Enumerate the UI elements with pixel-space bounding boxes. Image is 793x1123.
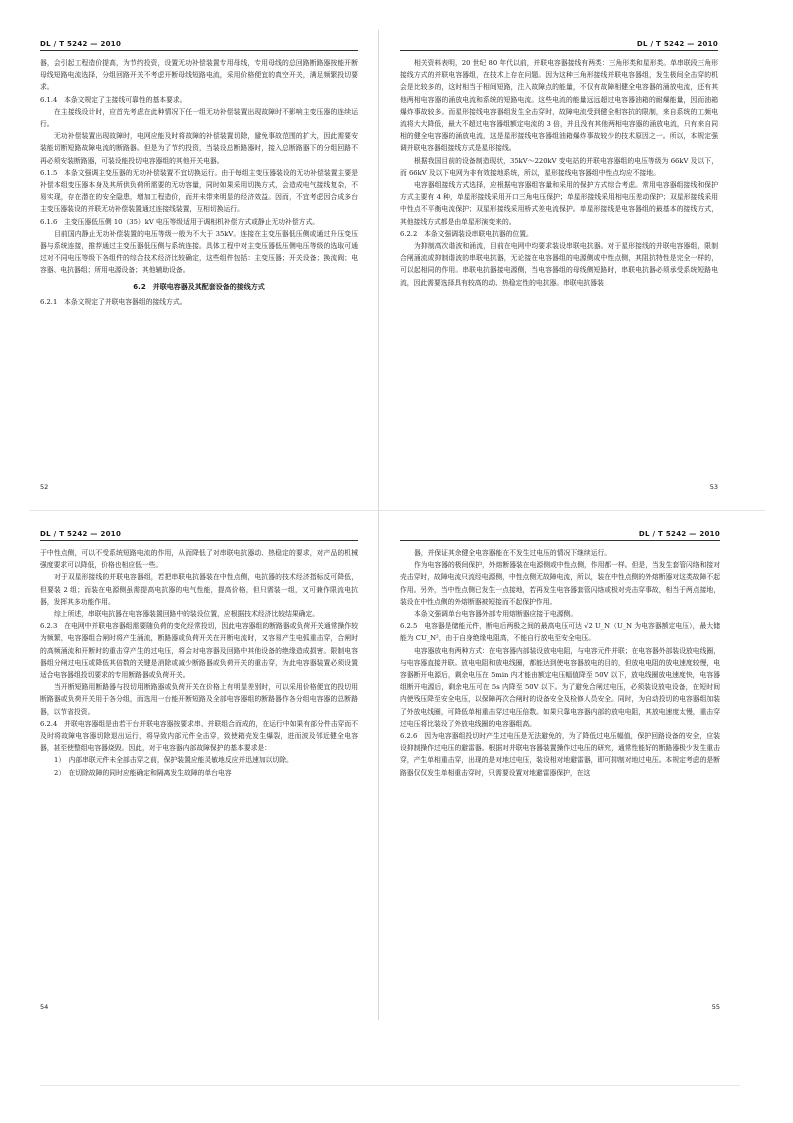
paragraph: 本条文强调单台电容器外部专用熔断器应接于电源侧。 (414, 610, 578, 619)
page-54 (40, 530, 358, 1015)
list-item-continued: 器，并保证其余健全电容器能在不发生过电压的情况下继续运行。 (414, 549, 612, 557)
page-header: DL / T 5242 — 2010 (40, 530, 358, 541)
section-title: 6.2 并联电容器及其配套设备的接线方式 (133, 282, 265, 291)
page-number: 52 (40, 483, 49, 491)
paragraph: 相关资料表明，20 世纪 80 年代以前，并联电容器接线有两类：三角形类和星形类。单串联段三角形接线方式的并联电容器组，在技术上存在问题。因为这种三角形接线并联电容器组，发生极间全击穿的机会是比较多的，这时相当于相间短路，注入故障点的能量，不仅有故障相健全电容器的涌放电流，还有其他两相电容器的涌放电流和系统的短路电流。这些电流的能量远远超过电容器油箱的耐爆能量，因而油箱爆炸事故较多。而星形接线电容器组发生全击穿时，故障电流受到健全相容抗的限制，来自系统的工频电流将大大降低，最大不超过电容器组额定电流的 3 倍，并且没有其他两相电容器的涌放电流，只有来自同相的健全电容器的涌放电流，这是星形接线电容器组油箱爆炸事故较少的技术原因之一。所以，本规定强调并联电容器组接线方式是星形接线。 (400, 59, 718, 153)
clause-paragraph: 6.1.6 主变压器低压侧 10（35）kV 电压等级适用于调相机补偿方式或静止无功补偿方式。 (40, 217, 320, 226)
page-number: 55 (711, 1003, 720, 1011)
list-item: 2） 在切除故障的同时应能确定和隔离发生故障的单台电容 (54, 768, 232, 777)
page-header: DL / T 5242 — 2010 (400, 530, 720, 541)
page-number: 54 (40, 1003, 49, 1011)
page-number: 53 (709, 483, 718, 491)
clause-paragraph: 6.2.4 并联电容器组是由若干台并联电容器按要求串、并联组合而成的，在运行中如果有部分件击穿而不及时将故障电容器切除退出运行，将导致内部元件全击穿，致使箱壳发生爆裂，进而波及邻近健全电容器，甚至使整组电容器烧毁。因此，对于电容器内部故障保护的基本要求是： (40, 719, 358, 753)
paragraph: 器，会引起工程造价提高，为节约投资，设置无功补偿装置专用母线，专用母线的总回路断路器按能开断母线短路电流选择，分组回路开关不考虑开断母线短路电流，采用价格便宜的真空开关，满足频繁投切要求。 (40, 59, 358, 92)
paragraph: 综上所述，串联电抗器在电容器装置回路中的装设位置，应根据技术经济比较结果确定。 (54, 610, 320, 619)
clause-paragraph: 6.2.2 本条文强调装设串联电抗器的位置。 (400, 229, 533, 238)
clause-paragraph: 6.2.1 本条文规定了并联电容器组的接线方式。 (40, 297, 187, 306)
page-55 (400, 530, 720, 1015)
paragraph: 为抑制高次谐波和涌流，目前在电网中均要求装设串联电抗器。对于星形接线的并联电容器组，限制合闸涌流或抑制谐波的串联电抗器，无论接在电容器组的电源侧或中性点侧，其阻抗特性是完全一样的，可以起相同的作用。串联电抗器接电源侧，当电容器组的母线侧短路时，串联电抗器必须承受系统短路电流，因此需要选择具有较高的动、热稳定性的电抗器。串联电抗器装 (400, 242, 718, 287)
paragraph: 无功补偿装置出现故障时，电网应能及时将故障的补偿装置切除，避免事故范围的扩大，因此需要安装能切断短路故障电流的断路器。但是为了节约投资，当装设总断路器时，接入总断路器下的分组回路不再必须安装断路器，可装设能投切电容器组的其他开关电器。 (40, 132, 358, 165)
fold-crease-vertical (378, 30, 379, 1020)
bottom-rule (40, 1085, 740, 1086)
page-52 (40, 40, 358, 495)
page-53 (400, 40, 718, 495)
paragraph: 目前国内静止无功补偿装置的电压等级一般为不大于 35kV。连接在主变压器低压侧或通过升压变压器与系统连接，推荐通过主变压器低压侧与系统连接。具体工程中对主变压器低压侧电压等级的选取可通过对不同电压等级下各组件的综合技术经济比较确定，这些组件包括：主变压器；开关设备；换流阀；电容器、电抗器组；所用电源设备；其他辅助设备。 (40, 229, 358, 275)
list-item: 1） 内部串联元件未全部击穿之前，保护装置应能灵敏地反应并迅速加以切除。 (54, 756, 293, 765)
clause-paragraph: 6.2.6 因为电容器组投切时产生过电压是无法避免的，为了降低过电压幅值，保护回路设备的安全，应装设抑制操作过电压的避雷器。根据对并联电容器装置操作过电压的研究，通常性能好的断路器极少发生重击穿，产生单相重击穿，出现的是对地过电压，装设相对地避雷器，即可抑制对地过电压。本规定考虑的是断路器仅仅发生单相重击穿时，只需要设置对地避雷器保护，在这 (400, 732, 720, 777)
clause-paragraph: 6.1.4 本条文规定了主接线可靠性的基本要求。 (40, 95, 187, 104)
paragraph: 当开断短路用断路器与投切用断路器或负荷开关在价格上有明显差别时，可以采用价格便宜的投切用断路器或负荷开关用于各分组，而选用一台能开断短路及全部电容器组的断路器作各分组电容器的总断路器，以节省投资。 (40, 683, 358, 716)
paragraph: 在主接线设计时，应首先考虑在此种情况下任一组无功补偿装置出现故障时不影响主变压器的连续运行。 (40, 107, 358, 129)
paragraph: 电容器组接线方式选择，应根据电容器组容量和采用的保护方式综合考虑。常用电容器组接线和保护方式主要有 4 种，单星形接线采用开口三角电压保护；单星形接线采用相电压差动保护；双星形接线采用中性点不平衡电流保护；双星形接线采用桥式差电流保护。单星形接线是电容器组的最基本的接线方式，其他接线方式都是由单星形演变来的。 (400, 181, 718, 226)
page-header: DL / T 5242 — 2010 (400, 40, 718, 51)
paragraph: 根据我国目前的设备制造现状，35kV～220kV 变电站的并联电容器组的电压等级为 66kV 及以下，而 66kV 及以下电网为非有效接地系统，所以，星形接线电容器组中性点均应不接地。 (400, 156, 718, 177)
paragraph: 对于双星形接线的并联电容器组，若把串联电抗器装在中性点侧，电抗器的技术经济指标反可降低，但要装 2 组；而装在电源侧虽需提高电抗器的电气性能，提高价格，但只需装一组，又可兼作限流电抗器，发挥其多功能作用。 (40, 573, 358, 606)
paragraph: 作为电容器的极间保护，外熔断器装在电源侧或中性点侧，作用都一样。但是，当发生套管闪络和接对壳击穿时，故障电流只流经电源侧，中性点侧无故障电流，所以，装在中性点侧的外熔断器对这类故障不起作用。另外，当中性点侧已发生一点接地，若再发生电容器套管闪络或极对壳击穿事故，相当于两点接地，装设在中性点侧的外熔断器被短接而不起保护作用。 (400, 561, 720, 606)
clause-paragraph: 6.2.5 电容器是储能元件，断电后两极之间的最高电压可达 √2 U_N（U_N 为电容器额定电压），最大储能为 CU_N²，由于自身绝缘电阻高，不能自行放电至安全电压。 (400, 622, 720, 643)
paragraph: 于中性点侧，可以不受系统短路电流的作用，从而降低了对串联电抗器动、热稳定的要求，对产品的机械强度要求可以降低，价格也相应低一些。 (40, 549, 358, 570)
clause-paragraph: 6.1.5 本条文强调主变压器的无功补偿装置不宜切换运行。由于每组主变压器装设的无功补偿装置主要是补偿本组变压器本身及其所供负荷所需要的无功容量，同时如果采用切换方式，会造成电气接线复杂，不易实现，存在潜在的安全隐患，增加工程造价，而并未带来明显的经济效益。因而，不宜考虑因合成多台主变压器装设的并联无功补偿装置通过连接线装置，互相切换运行。 (40, 168, 358, 214)
page-header: DL / T 5242 — 2010 (40, 40, 358, 51)
paragraph: 电容器放电有两种方式：在电容器内部装设放电电阻，与电容元件并联；在电容器外部装设放电线圈，与电容器直接并联。放电电阻和放电线圈，都能达到使电容器放电的目的，但放电电阻的放电速度较慢，电容器断开电源后，剩余电压在 5min 内才能由额定电压幅值降至 50V 以下，放电线圈放电速度快，电容器组断开电源后，剩余电压可在 5s 内降至 50V 以下。为了避免合闸过电压，必须装设放电设备，在短时间内使残压降至安全电压，以保障再次合闸时的设备安全及检修人员安全。同时，为自动投切的电容器组加装了外放电线圈，可降低单相重击穿过电压倍数。如果只靠电容器内部的放电电阻，其放电速度太慢，重击穿过电压将比装设了外放电线圈的电容器组高。 (400, 646, 720, 728)
clause-paragraph: 6.2.3 在电网中并联电容器组需要随负荷的变化经常投切，因此电容器组的断路器或负荷开关通常操作较为频繁，电容器组合闸时将产生涌流，断路器或负荷开关在开断电流时，又容易产生电弧重击穿，合闸时的高频涌流和开断时的重击穿产生的过电压，将会对电容器及回路中其他设备的绝缘造成损害。限制电容器组分闸过电压或降低其倍数的关键是消除或减少断路器或负荷开关的重击穿，为此电容器装置必须设置适合电容器组投切要求的专用断路器或负荷开关。 (40, 622, 358, 680)
fold-crease-horizontal (30, 510, 765, 511)
